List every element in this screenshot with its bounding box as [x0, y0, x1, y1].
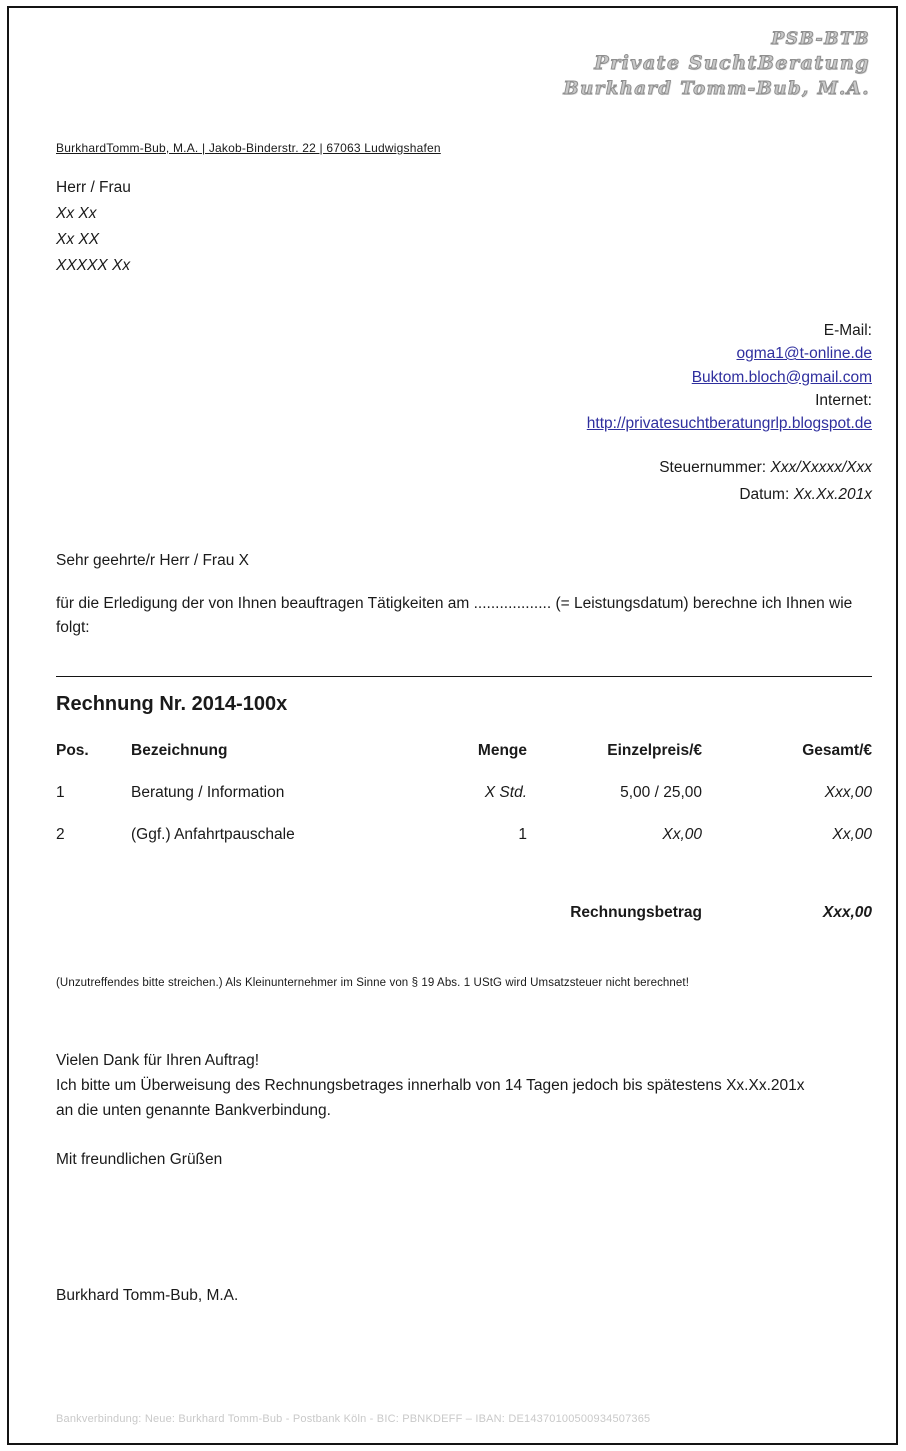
- internet-label: Internet:: [815, 391, 872, 409]
- payment-line-1: Ich bitte um Überweisung des Rechnungsbetrages innerhalb von 14 Tagen jedoch bis spätestens Xx.Xx.201x: [56, 1076, 805, 1094]
- logo-line-owner: Burkhard Tomm-Bub, M.A.: [563, 77, 870, 99]
- col-header-description: Bezeichnung: [131, 741, 228, 759]
- contact-block: [56, 319, 872, 435]
- table-row: [56, 826, 872, 844]
- section-divider: [56, 676, 872, 677]
- logo-line-company: Private SuchtBeratung: [594, 51, 870, 74]
- recipient-address-block: [56, 175, 872, 279]
- total-label: Rechnungsbetrag: [570, 903, 702, 921]
- recipient-street: Xx XX: [56, 230, 100, 248]
- col-header-total: Gesamt/€: [802, 741, 872, 759]
- row1-quantity: X Std.: [484, 783, 527, 801]
- row1-unit-price: 5,00 / 25,00: [620, 783, 702, 801]
- intro-paragraph: für die Erledigung der von Ihnen beauftragen Tätigkeiten am .................. (= Leistungsdatum) berechne ich Ihnen wie folgt:: [56, 594, 853, 636]
- recipient-salutation: Herr / Frau: [56, 178, 131, 196]
- tax-number-value: Xxx/Xxxxx/Xxx: [770, 459, 872, 477]
- payment-line-2: an die unten genannte Bankverbindung.: [56, 1101, 331, 1119]
- sender-return-address: BurkhardTomm-Bub, M.A. | Jakob-Binderstr. 22 | 67063 Ludwigshafen: [56, 140, 441, 155]
- table-header-row: [56, 742, 872, 760]
- table-row: [56, 784, 872, 802]
- col-header-pos: Pos.: [56, 741, 89, 759]
- col-header-quantity: Menge: [477, 741, 527, 759]
- date-value: Xx.Xx.201x: [793, 485, 872, 503]
- tax-exemption-note: (Unzutreffendes bitte streichen.) Als Kleinunternehmer im Sinne von § 19 Abs. 1 UStG wird Umsatzsteuer nicht berechnet!: [56, 976, 689, 989]
- email-link-primary[interactable]: ogma1@t-online.de: [736, 345, 872, 363]
- invoice-page: [7, 6, 898, 1445]
- tax-number-line: [56, 455, 872, 481]
- closing-line: Mit freundlichen Grüßen: [56, 1151, 223, 1169]
- row1-total: Xxx,00: [824, 783, 872, 801]
- website-link[interactable]: http://privatesuchtberatungrlp.blogspot.de: [586, 415, 872, 432]
- signature-name: Burkhard Tomm-Bub, M.A.: [56, 1287, 239, 1305]
- meta-block: [56, 455, 872, 508]
- greeting-line: Sehr geehrte/r Herr / Frau X: [56, 551, 249, 569]
- company-logo: [56, 28, 872, 101]
- invoice-total-row: [56, 904, 872, 922]
- thank-you-line: Vielen Dank für Ihren Auftrag!: [56, 1051, 260, 1069]
- total-value: Xxx,00: [822, 903, 872, 921]
- row2-description: (Ggf.) Anfahrtpauschale: [131, 825, 295, 843]
- bank-details-footer: Bankverbindung: Neue: Burkhard Tomm-Bub - Postbank Köln - BIC: PBNKDEFF – IBAN: DE14370100500934507365: [56, 1413, 651, 1425]
- logo-line-abbr: PSB-BTB: [771, 29, 870, 49]
- row2-total: Xx,00: [832, 825, 872, 843]
- email-link-secondary[interactable]: Buktom.bloch@gmail.com: [691, 368, 872, 386]
- row1-pos: 1: [56, 783, 65, 801]
- col-header-unit-price: Einzelpreis/€: [607, 741, 702, 759]
- invoice-title: Rechnung Nr. 2014-100x: [56, 692, 288, 715]
- row2-pos: 2: [56, 825, 65, 843]
- tax-number-label: Steuernummer:: [659, 459, 767, 477]
- invoice-table: [56, 742, 872, 844]
- date-label: Datum:: [739, 485, 790, 503]
- payment-instructions: [56, 1074, 872, 1124]
- row1-description: Beratung / Information: [131, 783, 285, 801]
- row2-unit-price: Xx,00: [662, 825, 702, 843]
- recipient-name: Xx Xx: [56, 204, 97, 222]
- email-label: E-Mail:: [823, 322, 872, 339]
- recipient-city: XXXXX Xx: [56, 256, 131, 274]
- row2-quantity: 1: [518, 825, 527, 843]
- date-line: [56, 482, 872, 508]
